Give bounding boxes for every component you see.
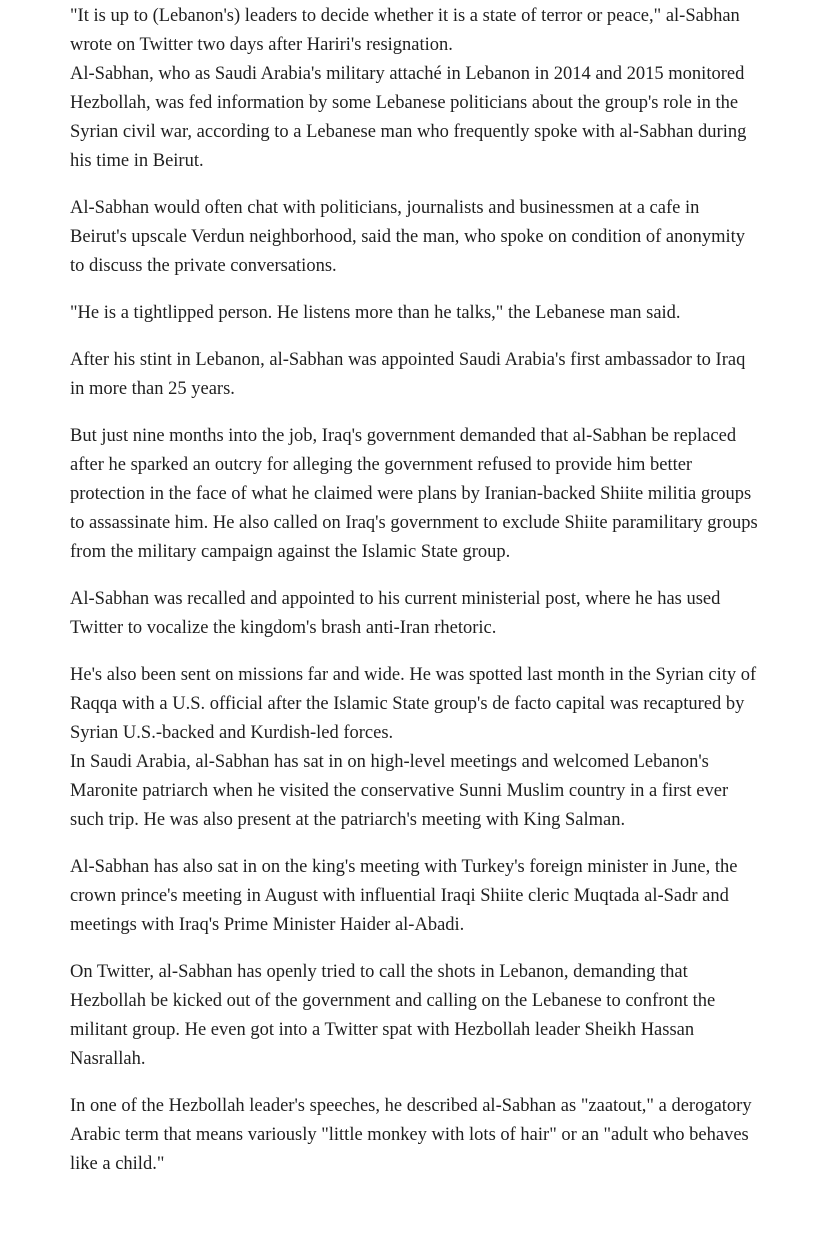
article-paragraph: Al-Sabhan would often chat with politicians, journalists and businessmen at a cafe in Beirut's upscale Verdun neighborhood, said the man, who spoke on condition of anonymity to discuss the private conversations. xyxy=(70,198,746,276)
article-paragraph: After his stint in Lebanon, al-Sabhan was appointed Saudi Arabia's first ambassador to Iraq in more than 25 years. xyxy=(70,350,746,399)
article-paragraph: "He is a tightlipped person. He listens more than he talks," the Lebanese man said. xyxy=(70,303,681,323)
article-paragraph: On Twitter, al-Sabhan has openly tried to call the shots in Lebanon, demanding that Hezbollah be kicked out of the government and calling on the Lebanese to confront the militant group. He even got into a Twitter spat with Hezbollah leader Sheikh Hassan Nasrallah. xyxy=(70,962,716,1069)
article-paragraph: In one of the Hezbollah leader's speeches, he described al-Sabhan as "zaatout," a derogatory Arabic term that means variously "little monkey with lots of hair" or an "adult who behaves like a child." xyxy=(70,1096,752,1174)
article-paragraph: In Saudi Arabia, al-Sabhan has sat in on high-level meetings and welcomed Lebanon's Maronite patriarch when he visited the conservative Sunni Muslim country in a first ever such trip. He was also present at the patriarch's meeting with King Salman. xyxy=(70,752,729,830)
article-paragraph: "It is up to (Lebanon's) leaders to decide whether it is a state of terror or peace," al-Sabhan wrote on Twitter two days after Hariri's resignation. xyxy=(70,6,740,55)
article-paragraph: Al-Sabhan was recalled and appointed to his current ministerial post, where he has used Twitter to vocalize the kingdom's brash anti-Iran rhetoric. xyxy=(70,589,721,638)
article-paragraph: He's also been sent on missions far and wide. He was spotted last month in the Syrian city of Raqqa with a U.S. official after the Islamic State group's de facto capital was recaptured by Syrian U.S.-backed and Kurdish-led forces. xyxy=(70,665,757,743)
article-paragraph: But just nine months into the job, Iraq's government demanded that al-Sabhan be replaced after he sparked an outcry for alleging the government refused to provide him better protection in the face of what he claimed were plans by Iranian-backed Shiite militia groups to assassinate him. He also called on Iraq's government to exclude Shiite paramilitary groups from the military campaign against the Islamic State group. xyxy=(70,426,758,562)
article-paragraph: Al-Sabhan, who as Saudi Arabia's military attaché in Lebanon in 2014 and 2015 monitored Hezbollah, was fed information by some Lebanese politicians about the group's role in the Syrian civil war, according to a Lebanese man who frequently spoke with al-Sabhan during his time in Beirut. xyxy=(70,64,747,171)
article-paragraph: Al-Sabhan has also sat in on the king's meeting with Turkey's foreign minister in June, the crown prince's meeting in August with influential Iraqi Shiite cleric Muqtada al-Sadr and meetings with Iraq's Prime Minister Haider al-Abadi. xyxy=(70,857,738,935)
article-body xyxy=(70,2,760,1197)
